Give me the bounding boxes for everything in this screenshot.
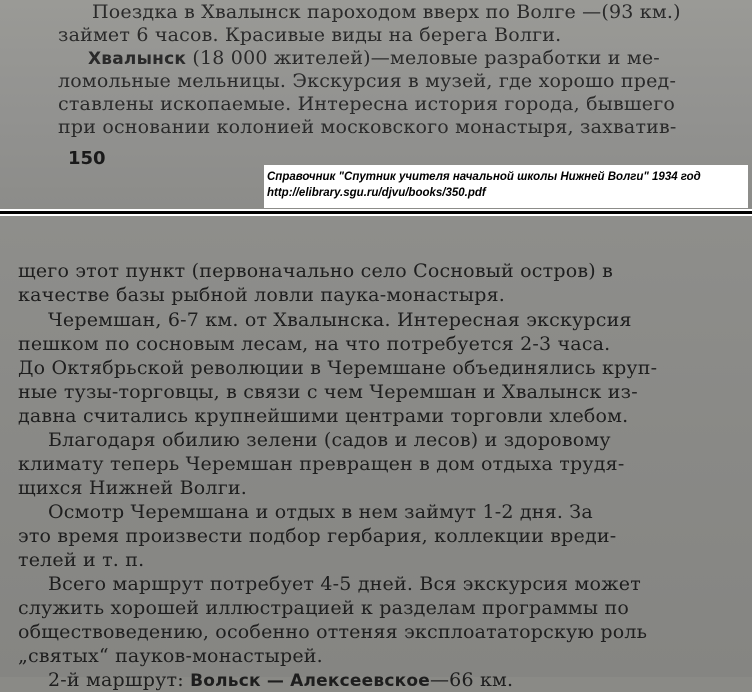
bottom-page-scan — [0, 216, 752, 691]
text-line: займет 6 часов. Красивые виды на берега Волги. — [58, 24, 562, 46]
caption-title: Справочник "Спутник учителя начальной школы Нижней Волги" 1934 год — [267, 171, 701, 183]
text-line: До Октябрьской революции в Черемшане объединялись круп- — [18, 357, 658, 379]
page-divider — [0, 209, 752, 216]
heading-rest: (18 000 жителей)—меловые разработки и ме- — [192, 47, 660, 69]
source-caption — [264, 165, 748, 208]
text-line: при основании колонией московского монастыря, захватив- — [58, 116, 677, 138]
text-line: служить хорошей иллюстрацией к разделам программы по — [18, 597, 629, 619]
text-line: качестве базы рыбной ловли паука-монастыря. — [18, 284, 506, 306]
text-line — [88, 47, 660, 70]
text-line: Всего маршрут потребует 4-5 дней. Вся экскурсия может — [48, 573, 641, 595]
text-line: щего этот пункт (первоначально село Сосновый остров) в — [18, 260, 613, 282]
text-line: телей и т. п. — [18, 549, 145, 571]
heading-word: Хвалынск — [88, 49, 187, 69]
text-line: ные тузы-торговцы, в связи с чем Черемшан и Хвалынск из- — [18, 381, 638, 403]
text-line: Благодаря обилию зелени (садов и лесов) и здоровому — [48, 429, 611, 451]
text-line: давна считались крупнейшими центрами торговли хлебом. — [18, 405, 629, 427]
text-line: обществоведению, особенно оттеняя эксплоататорскую роль — [18, 621, 648, 643]
text-line: Черемшан, 6-7 км. от Хвалынска. Интересная экскурсия — [48, 309, 632, 331]
caption-url: http://elibrary.sgu.ru/djvu/books/350.pdf — [267, 187, 486, 199]
text-line: щихся Нижней Волги. — [18, 477, 247, 499]
route-distance: —66 км. — [429, 669, 514, 691]
text-line — [48, 669, 513, 692]
text-line: Осмотр Черемшана и отдых в нем займут 1-2 дня. За — [48, 501, 593, 523]
text-line: климату теперь Черемшан превращен в дом отдыха трудя- — [18, 453, 625, 475]
text-line: ломольные мельницы. Экскурсия в музей, где хорошо пред- — [58, 70, 677, 92]
text-line: ставлены ископаемые. Интересна история города, бывшего — [58, 93, 676, 115]
route-label: 2-й маршрут: — [48, 669, 184, 691]
text-line: это время произвести подбор гербария, коллекции вреди- — [18, 525, 617, 547]
route-name: Вольск — Алексеевское — [190, 671, 430, 691]
text-line: пешком по сосновым лесам, на что потребуется 2-3 часа. — [18, 333, 611, 355]
page-number: 150 — [68, 148, 106, 169]
text-line: „святых“ пауков-монастырей. — [18, 645, 323, 667]
text-line: Поездка в Хвалынск пароходом вверх по Волге —(93 км.) — [92, 1, 681, 23]
